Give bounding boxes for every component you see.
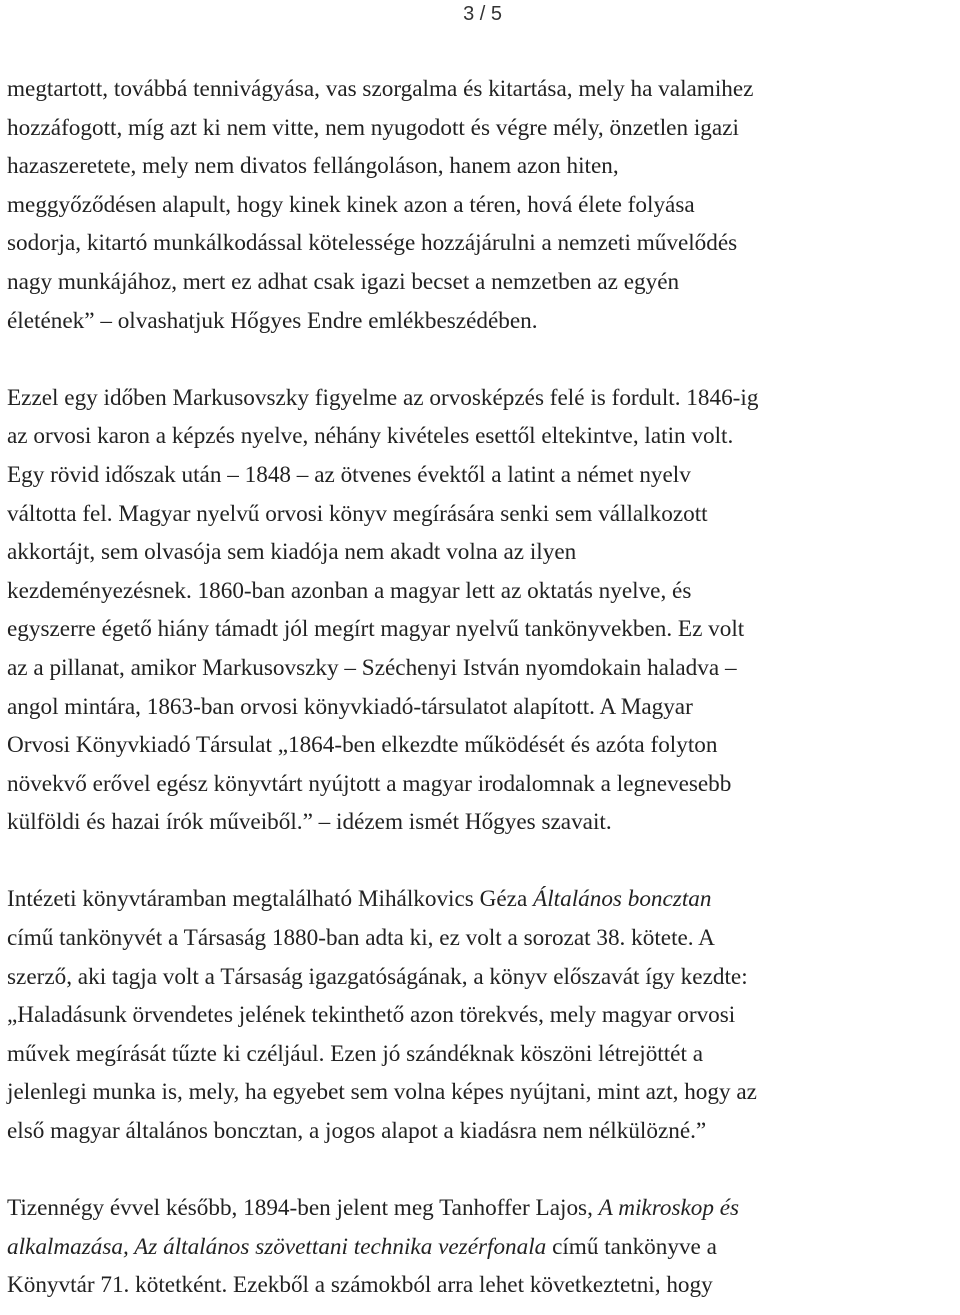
text-line: Ezzel egy időben Markusovszky figyelme az orvosképzés felé is fordult. 1846-ig <box>7 384 759 411</box>
text-line: szerző, aki tagja volt a Társaság igazgatóságának, a könyv előszavát így kezdte: <box>7 963 748 990</box>
book-title: alkalmazása, Az általános szövettani technika vezérfonala <box>7 1233 547 1260</box>
text-run: Intézeti könyvtáramban megtalálható Mihálkovics Géza <box>7 886 534 913</box>
text-run: Tizennégy évvel később, 1894-ben jelent meg Tanhoffer Lajos, <box>7 1195 599 1222</box>
text-line: az orvosi karon a képzés nyelve, néhány kivételes esettől eltekintve, latin volt. <box>7 423 734 450</box>
text-line: váltotta fel. Magyar nyelvű orvosi könyv megírására senki sem vállalkozott <box>7 500 708 527</box>
text-line: életének” – olvashatjuk Hőgyes Endre emlékbeszédében. <box>7 307 538 334</box>
text-run: című tankönyve a <box>546 1233 717 1260</box>
text-line: nagy munkájához, mert ez adhat csak igazi becset a nemzetben az egyén <box>7 268 680 295</box>
text-line: megtartott, továbbá tennivágyása, vas szorgalma és kitartása, mely ha valamihez <box>7 76 754 102</box>
paragraph-1 <box>7 70 959 340</box>
text-line: Könyvtár 71. kötetként. Ezekből a számokból arra lehet következtetni, hogy <box>7 1272 713 1299</box>
text-line: növekvő erővel egész könyvtárt nyújtott a magyar irodalomnak a legnevesebb <box>7 770 732 797</box>
text-line: első magyar általános boncztan, a jogos alapot a kiadásra nem nélkülözné.” <box>7 1118 707 1145</box>
text-line: hazaszeretete, mely nem divatos fellángoláson, hanem azon hiten, <box>7 153 619 180</box>
book-title: A mikroskop és <box>598 1195 740 1222</box>
book-title: Általános boncztan <box>533 886 712 913</box>
text-line: akkortájt, sem olvasója sem kiadója nem akadt volna az ilyen <box>7 539 577 566</box>
text-line <box>7 880 959 919</box>
text-line: angol mintára, 1863-ban orvosi könyvkiadó-társulatot alapított. A Magyar <box>7 693 693 720</box>
text-line: külföldi és hazai írók műveiből.” – idézem ismét Hőgyes szavait. <box>7 809 612 836</box>
text-line <box>7 1189 959 1228</box>
text-line: Orvosi Könyvkiadó Társulat „1864-ben elkezdte működését és azóta folyton <box>7 732 718 759</box>
paragraph-3 <box>7 880 959 1150</box>
paragraph-2 <box>7 379 959 842</box>
text-line: művek megírását tűzte ki czéljául. Ezen jó szándéknak köszöni létrejöttét a <box>7 1040 703 1067</box>
text-line: az a pillanat, amikor Markusovszky – Széchenyi István nyomdokain haladva – <box>7 654 737 681</box>
text-line: Egy rövid időszak után – 1848 – az ötvenes évektől a latint a német nyelv <box>7 461 691 488</box>
text-line: jelenlegi munka is, mely, ha egyebet sem volna képes nyújtani, mint azt, hogy az <box>7 1079 757 1106</box>
paragraph-4 <box>7 1189 959 1305</box>
text-line: „Haladásunk örvendetes jelének tekinthető azon törekvés, mely magyar orvosi <box>7 1002 736 1029</box>
text-line: meggyőződésen alapult, hogy kinek kinek azon a téren, hová élete folyása <box>7 191 695 218</box>
text-line: sodorja, kitartó munkálkodással kötelessége hozzájárulni a nemzeti művelődés <box>7 230 738 257</box>
text-line: hozzáfogott, míg azt ki nem vitte, nem nyugodott és végre mély, önzetlen igazi <box>7 114 739 141</box>
text-line: egyszerre égető hiány támadt jól megírt magyar nyelvű tankönyvekben. Ez volt <box>7 616 745 643</box>
text-line: kezdeményezésnek. 1860-ban azonban a magyar lett az oktatás nyelve, és <box>7 577 692 604</box>
page-number: 3 / 5 <box>463 3 502 25</box>
text-line <box>7 1228 959 1267</box>
document-body <box>7 70 959 1305</box>
text-line: című tankönyvét a Társaság 1880-ban adta ki, ez volt a sorozat 38. kötete. A <box>7 925 715 952</box>
